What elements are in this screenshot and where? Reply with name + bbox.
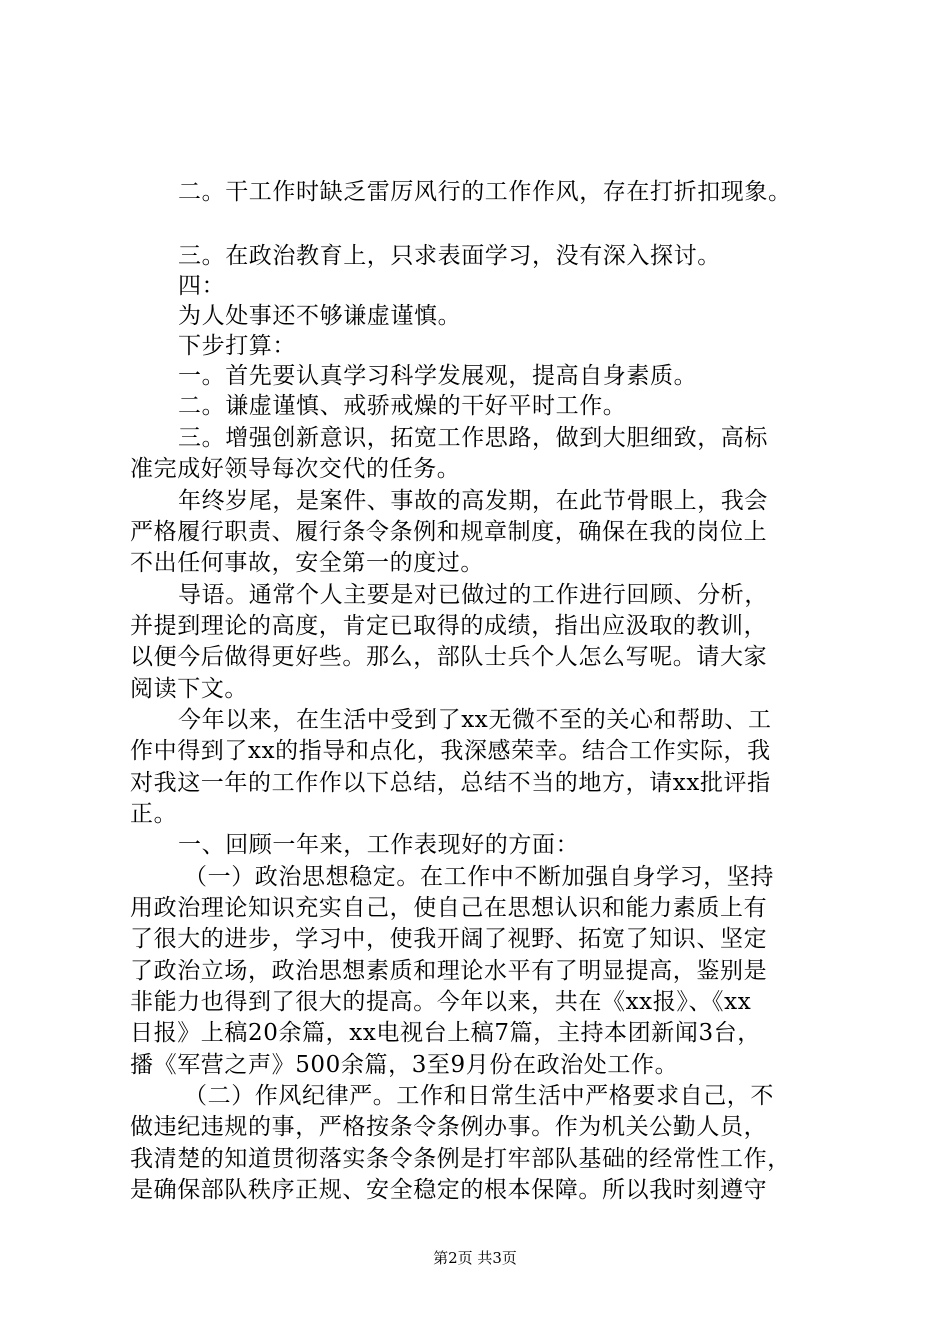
paragraph-line: 阅读下文。 [130, 676, 248, 702]
paragraph-line: 正。 [130, 801, 178, 827]
page-footer: 第2页 共3页 [433, 1249, 517, 1267]
paragraph-line: 非能力也得到了很大的提高。今年以来，共在《xx报》、《xx [130, 989, 752, 1015]
paragraph-line: 今年以来，在生活中受到了xx无微不至的关心和帮助、工 [178, 707, 772, 733]
paragraph-line: 导语。通常个人主要是对已做过的工作进行回顾、分析， [178, 582, 768, 608]
paragraph-line: 用政治理论知识充实自己，使自己在思想认识和能力素质上有 [130, 895, 768, 921]
paragraph-line: 四： [178, 273, 226, 299]
paragraph-line: 做违纪违规的事，严格按条令条例办事。作为机关公勤人员， [130, 1114, 768, 1140]
paragraph-line: （二）作风纪律严。工作和日常生活中严格要求自己，不 [184, 1083, 774, 1109]
paragraph-line: 不出任何事故，安全第一的度过。 [130, 550, 484, 576]
paragraph-line: 为人处事还不够谦虚谨慎。 [178, 303, 462, 329]
paragraph-line: 了政治立场，政治思想素质和理论水平有了明显提高，鉴别是 [130, 958, 768, 984]
paragraph-line: 日报》上稿20余篇，xx电视台上稿7篇，主持本团新闻3台， [130, 1020, 761, 1046]
paragraph-line: 并提到理论的高度，肯定已取得的成绩，指出应汲取的教训， [130, 613, 768, 639]
paragraph-line: 三。增强创新意识，拓宽工作思路，做到大胆细致，高标 [178, 425, 768, 451]
paragraph-line: 了很大的进步，学习中，使我开阔了视野、拓宽了知识、坚定 [130, 926, 768, 952]
paragraph-line: 一。首先要认真学习科学发展观，提高自身素质。 [178, 363, 698, 389]
paragraph-line: （一）政治思想稳定。在工作中不断加强自身学习，坚持 [184, 864, 774, 890]
paragraph-line: 下步打算： [178, 333, 296, 359]
section-heading: 一、回顾一年来，工作表现好的方面： [178, 832, 580, 858]
paragraph-line: 作中得到了xx的指导和点化，我深感荣幸。结合工作实际，我 [130, 738, 771, 764]
paragraph-line: 准完成好领导每次交代的任务。 [130, 456, 461, 482]
paragraph-line: 以便今后做得更好些。那么，部队士兵个人怎么写呢。请大家 [130, 644, 768, 670]
paragraph-line: 严格履行职责、履行条令条例和规章制度，确保在我的岗位上 [130, 519, 768, 545]
paragraph-line: 二。干工作时缺乏雷厉风行的工作作风，存在打折扣现象。 [178, 179, 792, 205]
paragraph-line: 我清楚的知道贯彻落实条令条例是打牢部队基础的经常性工作， [130, 1146, 791, 1172]
paragraph-line: 三。在政治教育上，只求表面学习，没有深入探讨。 [178, 243, 721, 269]
paragraph-line: 年终岁尾，是案件、事故的高发期，在此节骨眼上，我会 [178, 488, 768, 514]
paragraph-line: 对我这一年的工作作以下总结，总结不当的地方，请xx批评指 [130, 770, 771, 796]
paragraph-line: 是确保部队秩序正规、安全稳定的根本保障。所以我时刻遵守 [130, 1177, 768, 1203]
paragraph-line: 二。谦虚谨慎、戒骄戒燥的干好平时工作。 [178, 393, 627, 419]
paragraph-line: 播《军营之声》500余篇，3至9月份在政治处工作。 [130, 1052, 679, 1078]
